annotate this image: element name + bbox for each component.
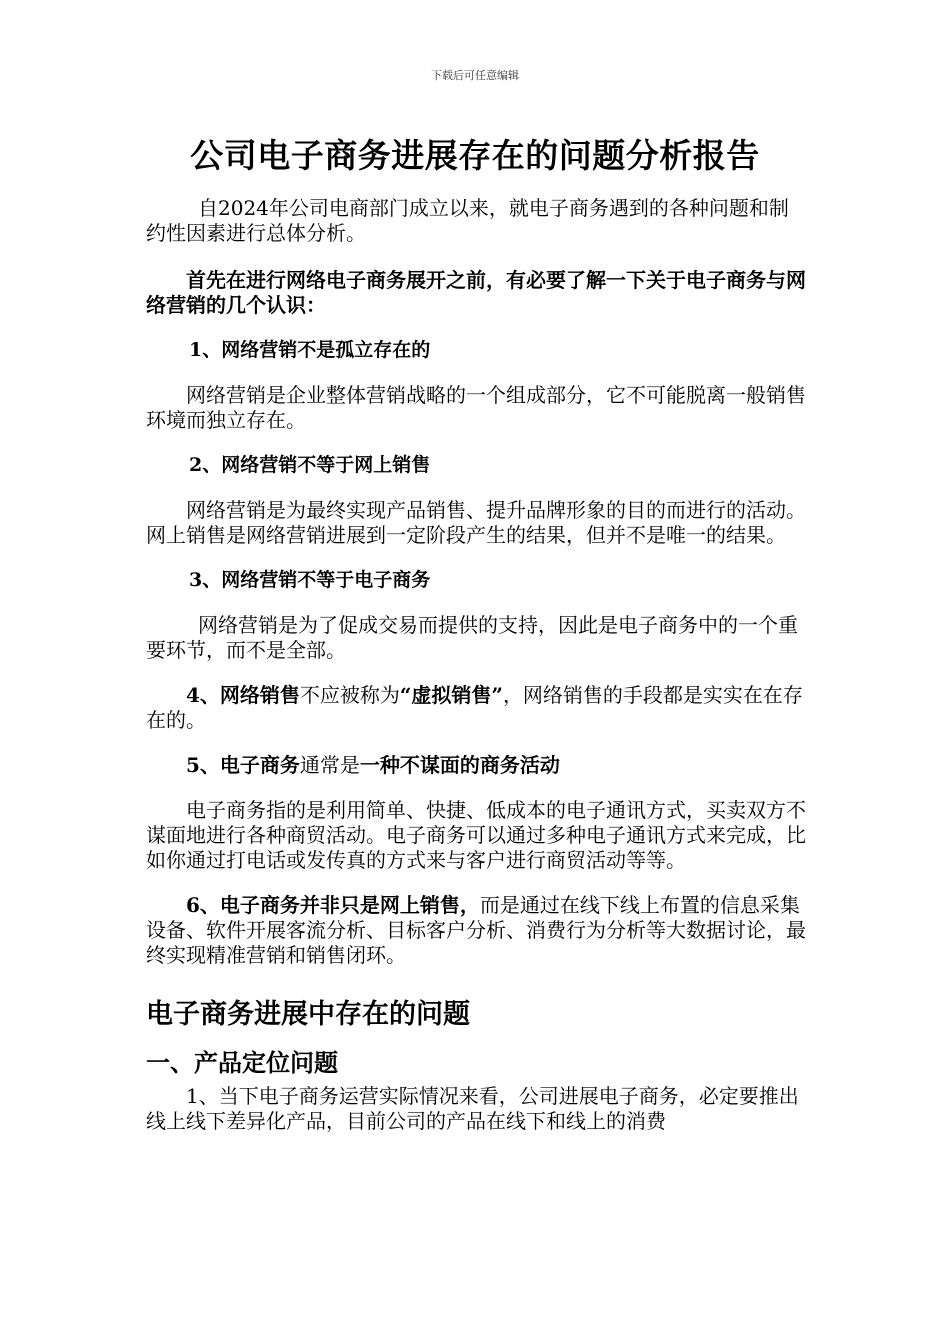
item-4-text-2: ，网络销售的手段都是实实在在存在的。	[146, 683, 803, 732]
item-5-text-1: 通常是	[299, 753, 360, 777]
item-6-text-1: 而是通过在线下线上布置的信息采集设备、软件开展客流分析、目标客户分析、消费行为分析等大数据讨论，最终实现精准营销和销售闭环。	[146, 893, 806, 967]
item-5-bold-2: 一种不谋面的商务活动	[359, 753, 560, 777]
item-3-body: 网络营销是为了促成交易而提供的支持，因此是电子商务中的一个重要环节，而不是全部。	[146, 613, 798, 662]
document-title: 公司电子商务进展存在的问题分析报告	[190, 136, 760, 175]
intro-paragraph: 自2024年公司电商部门成立以来，就电子商务遇到的各种问题和制约性因素进行总体分析。	[146, 196, 789, 245]
item-6-paragraph	[146, 893, 806, 968]
item-1-heading: 1、网络营销不是孤立存在的	[189, 339, 431, 361]
item-2-body: 网络营销是为最终实现产品销售、提升品牌形象的目的而进行的活动。网上销售是网络营销进展到一定阶段产生的结果，但并不是唯一的结果。	[146, 498, 806, 547]
item-6-bold-1: 6、电子商务并非只是网上销售，	[186, 893, 480, 917]
subsection-title: 一、产品定位问题	[146, 1048, 338, 1077]
item-4-paragraph	[146, 683, 806, 733]
document-body	[146, 196, 806, 1134]
item-1-body: 网络营销是企业整体营销战略的一个组成部分，它不可能脱离一般销售环境而独立存在。	[146, 383, 806, 432]
item-4-bold-1: 4、网络销售	[186, 683, 300, 707]
item-5-body: 电子商务指的是利用简单、快捷、低成本的电子通讯方式，买卖双方不谋面地进行各种商贸活动。电子商务可以通过多种电子通讯方式来完成，比如你通过打电话或发传真的方式来与客户进行商贸活动等等。	[146, 798, 806, 872]
item-4-bold-2: “虚拟销售”	[399, 683, 503, 707]
item-3-heading: 3、网络营销不等于电子商务	[189, 569, 431, 591]
lead-paragraph: 首先在进行网络电子商务展开之前，有必要了解一下关于电子商务与网络营销的几个认识：	[146, 268, 806, 317]
item-4-text-1: 不应被称为	[299, 683, 400, 707]
item-5-bold-1: 5、电子商务	[186, 753, 300, 777]
item-5-heading	[146, 753, 806, 778]
section-title: 电子商务进展中存在的问题	[146, 999, 470, 1030]
subsection-body: 1、当下电子商务运营实际情况来看，公司进展电子商务，必定要推出线上线下差异化产品，目前公司的产品在线下和线上的消费	[146, 1084, 799, 1133]
header-note: 下载后可任意编辑	[431, 69, 519, 82]
item-2-heading: 2、网络营销不等于网上销售	[189, 454, 431, 476]
